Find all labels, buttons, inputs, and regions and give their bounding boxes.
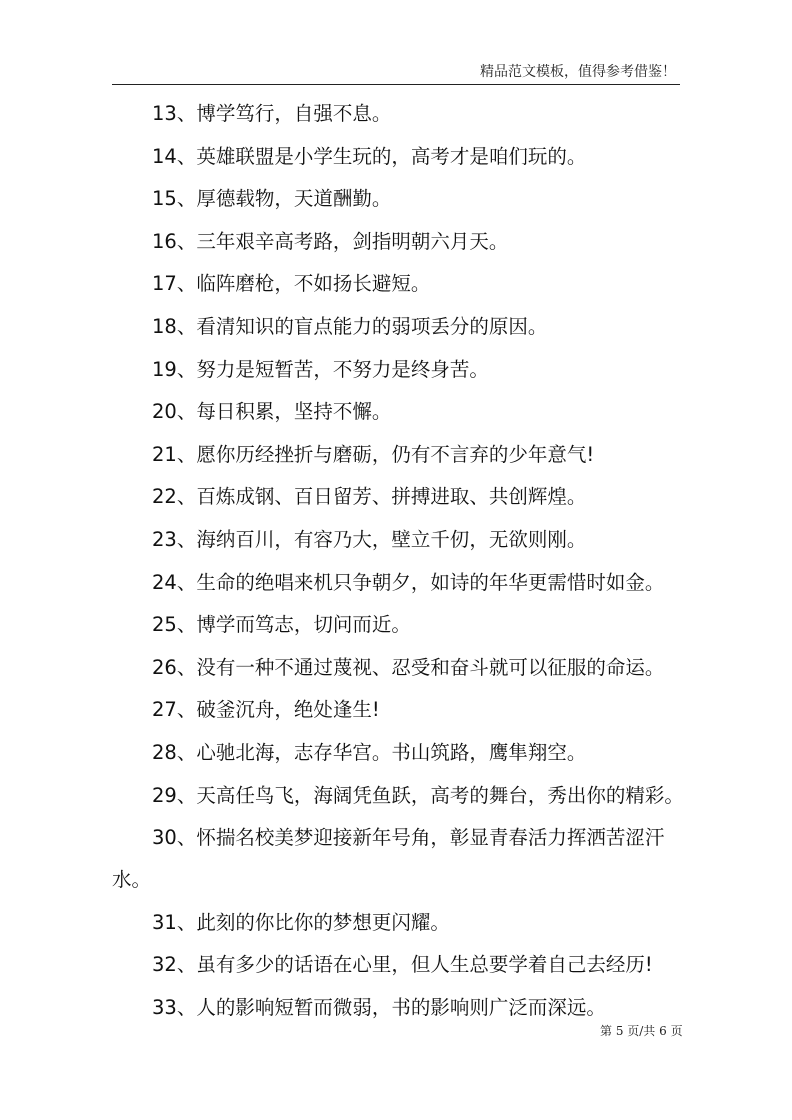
list-item: 17、临阵磨枪，不如扬长避短。 [152, 272, 431, 296]
document-body [112, 100, 684, 1036]
list-item: 18、看清知识的盲点能力的弱项丢分的原因。 [152, 314, 548, 338]
list-item: 14、英雄联盟是小学生玩的，高考才是咱们玩的。 [152, 144, 587, 168]
page-number: 第 5 页/共 6 页 [600, 1024, 683, 1038]
list-item: 29、天高任鸟飞，海阔凭鱼跃，高考的舞台，秀出你的精彩。 [152, 783, 684, 807]
list-item: 25、博学而笃志，切问而近。 [152, 613, 411, 637]
list-item: 19、努力是短暂苦，不努力是终身苦。 [152, 357, 489, 381]
list-item-line2: 水。 [112, 868, 152, 892]
list-item: 21、愿你历经挫折与磨砺，仍有不言弃的少年意气! [152, 442, 595, 466]
list-item: 28、心驰北海，志存华宫。书山筑路，鹰隼翔空。 [152, 740, 587, 764]
list-item: 13、博学笃行，自强不息。 [152, 102, 392, 125]
list-item: 15、厚德载物，天道酬勤。 [152, 187, 392, 211]
list-item-line1: 30、怀揣名校美梦迎接新年号角，彰显青春活力挥洒苦涩汗 [152, 826, 665, 850]
list-item: 31、此刻的你比你的梦想更闪耀。 [152, 910, 450, 934]
list-item: 20、每日积累，坚持不懈。 [152, 400, 392, 424]
list-item: 32、虽有多少的话语在心里，但人生总要学着自己去经历! [152, 953, 653, 977]
list-item: 16、三年艰辛高考路，剑指明朝六月天。 [152, 229, 509, 253]
list-item: 26、没有一种不通过蔑视、忍受和奋斗就可以征服的命运。 [152, 655, 665, 679]
list-item: 23、海纳百川，有容乃大，壁立千仞，无欲则刚。 [152, 527, 587, 551]
list-item: 24、生命的绝唱来机只争朝夕，如诗的年华更需惜时如金。 [152, 570, 665, 594]
list-item-wrapped [112, 824, 684, 893]
page-header [112, 62, 680, 85]
list-item: 27、破釜沉舟，绝处逢生! [152, 698, 380, 722]
list-item: 22、百炼成钢、百日留芳、拼搏进取、共创辉煌。 [152, 485, 587, 509]
header-text: 精品范文模板，值得参考借鉴！ [480, 64, 676, 80]
list-item: 33、人的影响短暂而微弱，书的影响则广泛而深远。 [152, 995, 606, 1019]
